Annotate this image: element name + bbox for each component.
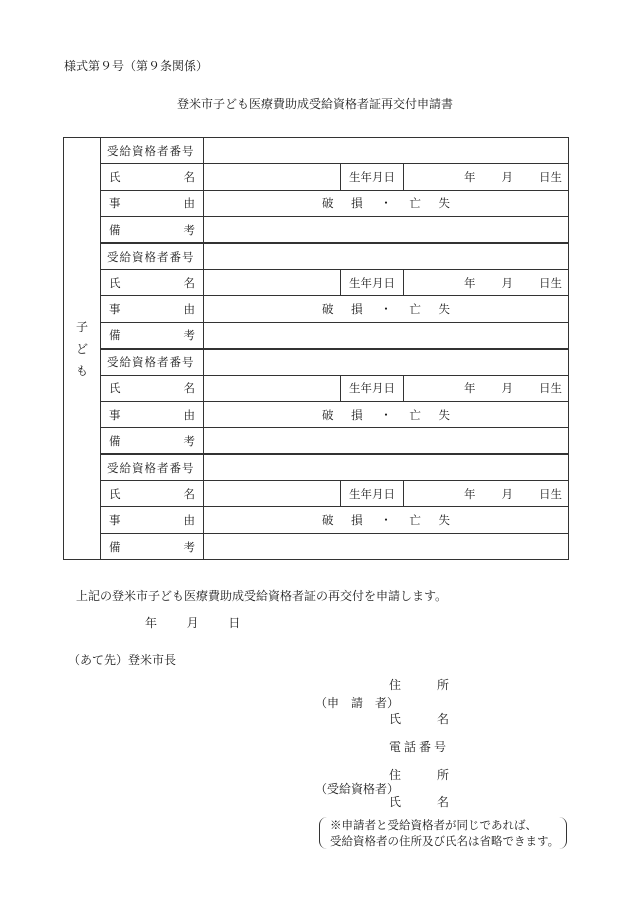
remarks-field[interactable] xyxy=(204,322,569,348)
cert-number-field[interactable] xyxy=(204,243,569,269)
applicant-phone-label: 電話番号 xyxy=(389,740,450,754)
cert-number-label: 受給資格者番号 xyxy=(101,243,204,269)
reason-options[interactable]: 破 損 ・ 亡 失 xyxy=(204,190,569,216)
date-month-label: 月 xyxy=(186,616,199,630)
date-day-label: 日 xyxy=(228,616,241,630)
recipient-address-label: 住 所 xyxy=(389,768,450,782)
table-row xyxy=(64,164,569,190)
applicant-section-label: （申 請 者） xyxy=(315,696,400,710)
cert-number-label: 受給資格者番号 xyxy=(101,454,204,480)
name-field[interactable] xyxy=(204,164,341,190)
reason-options[interactable]: 破 損 ・ 亡 失 xyxy=(204,507,569,533)
table-row xyxy=(64,296,569,322)
side-label-child: 子 ど も xyxy=(64,138,101,560)
name-label: 氏 名 xyxy=(101,269,204,295)
remarks-field[interactable] xyxy=(204,217,569,243)
name-label: 氏 名 xyxy=(101,164,204,190)
birth-date-label: 生年月日 xyxy=(341,269,404,295)
remarks-label: 備 考 xyxy=(101,217,204,243)
applicant-address-label: 住 所 xyxy=(389,678,450,692)
table-row xyxy=(64,217,569,243)
name-field[interactable] xyxy=(204,375,341,401)
applicant-name-label: 氏 名 xyxy=(389,712,450,726)
table-row xyxy=(64,243,569,269)
birth-date-field[interactable]: 年 月 日生 xyxy=(404,269,569,295)
name-label: 氏 名 xyxy=(101,375,204,401)
form-number: 様式第９号（第９条関係） xyxy=(64,59,209,73)
cert-number-field[interactable] xyxy=(204,138,569,164)
birth-date-field[interactable]: 年 月 日生 xyxy=(404,375,569,401)
remarks-label: 備 考 xyxy=(101,322,204,348)
reason-options[interactable]: 破 損 ・ 亡 失 xyxy=(204,401,569,427)
birth-date-field[interactable]: 年 月 日生 xyxy=(404,164,569,190)
addressee: （あて先）登米市長 xyxy=(68,653,177,667)
reason-label: 事 由 xyxy=(101,401,204,427)
reason-label: 事 由 xyxy=(101,296,204,322)
remarks-field[interactable] xyxy=(204,533,569,559)
name-label: 氏 名 xyxy=(101,481,204,507)
table-row xyxy=(64,190,569,216)
table-row xyxy=(64,138,569,164)
note-line-2: 受給資格者の住所及び氏名は省略できます。 xyxy=(330,834,560,848)
remarks-label: 備 考 xyxy=(101,428,204,454)
applicant-table xyxy=(63,137,569,560)
cert-number-label: 受給資格者番号 xyxy=(101,138,204,164)
note-line-1: ※申請者と受給資格者が同じであれば、 xyxy=(330,818,537,832)
application-date[interactable] xyxy=(145,614,240,631)
reason-options[interactable]: 破 損 ・ 亡 失 xyxy=(204,296,569,322)
table-row xyxy=(64,322,569,348)
table-row xyxy=(64,375,569,401)
birth-date-label: 生年月日 xyxy=(341,375,404,401)
application-statement: 上記の登米市子ども医療費助成受給資格者証の再交付を申請します。 xyxy=(76,589,448,603)
reason-label: 事 由 xyxy=(101,190,204,216)
table-row xyxy=(64,269,569,295)
birth-date-label: 生年月日 xyxy=(341,164,404,190)
table-row xyxy=(64,349,569,375)
table-row xyxy=(64,533,569,559)
table-row xyxy=(64,481,569,507)
date-year-label: 年 xyxy=(145,616,158,630)
remarks-field[interactable] xyxy=(204,428,569,454)
reason-label: 事 由 xyxy=(101,507,204,533)
table-row xyxy=(64,401,569,427)
table-row xyxy=(64,507,569,533)
table-row xyxy=(64,454,569,480)
recipient-section-label: （受給資格者） xyxy=(315,782,400,796)
page-title: 登米市子ども医療費助成受給資格者証再交付申請書 xyxy=(176,97,453,111)
birth-date-field[interactable]: 年 月 日生 xyxy=(404,481,569,507)
recipient-name-label: 氏 名 xyxy=(389,795,450,809)
table-row xyxy=(64,428,569,454)
name-field[interactable] xyxy=(204,269,341,295)
cert-number-field[interactable] xyxy=(204,349,569,375)
birth-date-label: 生年月日 xyxy=(341,481,404,507)
cert-number-field[interactable] xyxy=(204,454,569,480)
remarks-label: 備 考 xyxy=(101,533,204,559)
name-field[interactable] xyxy=(204,481,341,507)
cert-number-label: 受給資格者番号 xyxy=(101,349,204,375)
